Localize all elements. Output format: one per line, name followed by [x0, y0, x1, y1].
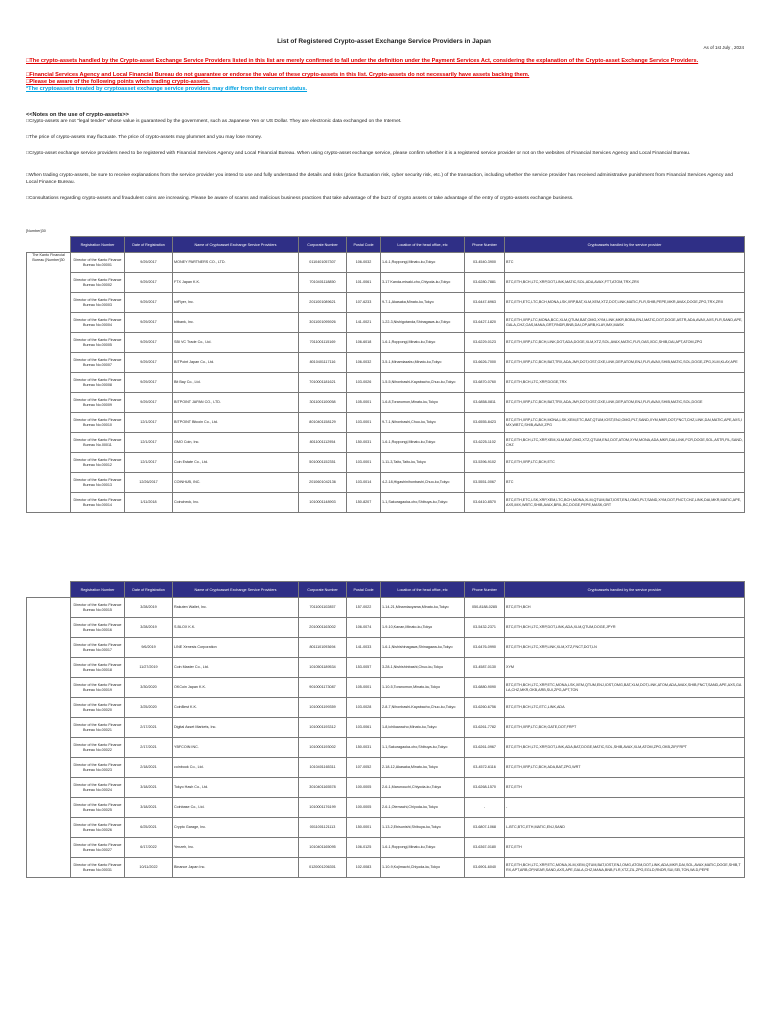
postal-code: 103-0028: [347, 698, 381, 718]
postal-code: 105-0001: [347, 678, 381, 698]
table-row: [27, 393, 745, 413]
registration-date: 9/29/2017: [125, 333, 173, 353]
corporate-number: 7011001115169: [299, 333, 347, 353]
registration-date: 12/1/2017: [125, 433, 173, 453]
registration-date: 9/29/2017: [125, 293, 173, 313]
head-office-location: 1-6-1,Roppongi,Minato-ku,Tokyo: [381, 333, 465, 353]
registration-number: Director of the Kanto Finance Bureau No.00003: [71, 293, 125, 313]
registration-date: 10/11/2022: [125, 858, 173, 878]
corporate-number: 1010401165311: [299, 758, 347, 778]
table-row: [27, 618, 745, 638]
corporate-number: 8011101093694: [299, 638, 347, 658]
postal-code: 103-0001: [347, 413, 381, 433]
registration-number: Director of the Kanto Finance Bureau No.00005: [71, 333, 125, 353]
handled-cryptoassets: BTC,ETH,BCH,LTC,XRP,ETC,MONA,LSK,XEM,QTUM,ENJ,IOST,OMG,BAT,XLM,DOT,LINK,ATOM,ADA,AVAX,SHIB,FNCT,SAND,APE,AXS,GALA,CHZ,MKR,OKB,ARB,SUI,ZPG,APT,TON: [505, 678, 745, 698]
handled-cryptoassets: BTC,ETH,BCH: [505, 598, 745, 618]
registration-date: 3/28/2019: [125, 598, 173, 618]
provider-name: MONEY PARTNERS CO., LTD.: [173, 253, 299, 273]
corporate-number: 2011001089621: [299, 293, 347, 313]
head-office-location: 2-6-1,Otemachi,Chiyoda-ku,Tokyo: [381, 798, 465, 818]
postal-code: 100-0005: [347, 778, 381, 798]
column-header: Corporate Number: [299, 582, 347, 598]
handled-cryptoassets: BTC,ETH,XRP,LTC,BCH,ETC: [505, 453, 745, 473]
head-office-location: 2-6-1,Marunouchi,Chiyoda-ku,Tokyo: [381, 778, 465, 798]
table-row: [27, 313, 745, 333]
registration-date: 9/29/2017: [125, 393, 173, 413]
provider-name: Coin Master Co., Ltd.: [173, 658, 299, 678]
phone-number: 03-6447-6963: [465, 293, 505, 313]
postal-code: 153-0057: [347, 658, 381, 678]
handled-cryptoassets: BTC,ETH,XRP,LTC,BCH,BAT,TRX,ADA,JMY,DOT,IOST,GXE,LINK,DEP,ATOM,ENJ,FLR,AVAX,SHIB,MATIC,SOL,DOGE,ZPG,XLM,KLAY,APE: [505, 353, 745, 373]
provider-name: BITPoint Japan Co., Ltd.: [173, 353, 299, 373]
handled-cryptoassets: BTC,ETH,BCH,LTC,XRP,LINK,XLM,XTZ,FNCT,DOT,LN: [505, 638, 745, 658]
handled-cryptoassets: BTC,ETH,ETC,LSK,XRP,XEM,LTC,BCH,MONA,XLM,QTUM,BAT,IOST,ENJ,OMG,PLT,SAND,XYM,DOT,FNCT,CHZ,LINK,DAI,MKR,MATIC,APE,AXS,IMX,WBTC,SHIB,AVAX,BRIL,BC,DOGE,PEPE,MASK,GRT: [505, 493, 745, 513]
phone-number: 03-4572-6116: [465, 758, 505, 778]
postal-code: 141-0033: [347, 638, 381, 658]
registration-number: Director of the Kanto Finance Bureau No.00024: [71, 778, 125, 798]
registration-date: 3/30/2020: [125, 678, 173, 698]
postal-code: 141-0021: [347, 313, 381, 333]
handled-cryptoassets: BTC: [505, 473, 745, 493]
table-row: [27, 373, 745, 393]
provider-name: Digital Asset Markets, Inc.: [173, 718, 299, 738]
table-row: [27, 493, 745, 513]
postal-code: 103-0014: [347, 473, 381, 493]
registration-date: 12/1/2017: [125, 453, 173, 473]
table-row: [27, 353, 745, 373]
handled-cryptoassets: -: [505, 798, 745, 818]
head-office-location: 9-7-1,Nihonbashi,Chuo-ku,Tokyo: [381, 413, 465, 433]
provider-name: SBI VC Trade Co., Ltd.: [173, 333, 299, 353]
column-header: Phone Number: [465, 237, 505, 253]
table-row: [27, 658, 745, 678]
phone-number: 03-6870-0760: [465, 373, 505, 393]
registration-number: Director of the Kanto Finance Bureau No.00025: [71, 798, 125, 818]
registration-date: 12/26/2017: [125, 473, 173, 493]
postal-code: 157-0022: [347, 598, 381, 618]
phone-number: 03-6225-1102: [465, 433, 505, 453]
handled-cryptoassets: L-BTC,BTC,ETH,MATIC,ENJ,SAND: [505, 818, 745, 838]
postal-code: 106-0032: [347, 353, 381, 373]
head-office-location: 1-8,Ichikawacho,Minato-ku,Tokyo: [381, 718, 465, 738]
registration-date: 3/28/2019: [125, 618, 173, 638]
postal-code: 150-0001: [347, 818, 381, 838]
disclaimer-2: □Financial Services Agency and Local Financial Bureau do not guarantee or endorse the value of these crypto-assets in this list. Crypto-assets do not necessarily have assets backing them.: [26, 72, 530, 78]
phone-number: 03-6807-1068: [465, 818, 505, 838]
column-header: Registration Number: [71, 237, 125, 253]
table-row: [27, 698, 745, 718]
registration-number: Director of the Kanto Finance Bureau No.00013: [71, 473, 125, 493]
column-header: Cryptoassets handled by the service provider: [505, 237, 745, 253]
corporate-number: 7011001102857: [299, 598, 347, 618]
registration-number: Director of the Kanto Finance Bureau No.00027: [71, 838, 125, 858]
phone-number: -: [465, 798, 505, 818]
phone-number: 03-6261-0967: [465, 738, 505, 758]
registration-number: Director of the Kanto Finance Bureau No.00007: [71, 353, 125, 373]
phone-number: 03-6901-6040: [465, 858, 505, 878]
postal-code: 103-0001: [347, 453, 381, 473]
corporate-number: 0110401057307: [299, 253, 347, 273]
handled-cryptoassets: BTC,ETH,XRP,LTC,BCH,LINK,DOT,ADA,DOGE,XLM,XTZ,SOL,AVAX,MATIC,FLR,OAS,XDC,SHIB,DAI,APT,ATOM,ZPG: [505, 333, 745, 353]
column-header: Postal Code: [347, 237, 381, 253]
head-office-location: 9-7-1,Akasaka,Minato-ku,Tokyo: [381, 293, 465, 313]
corporate-number: 3010401165578: [299, 778, 347, 798]
head-office-location: 1-9-10,Kanan,Minato-ku,Tokyo: [381, 618, 465, 638]
head-office-location: 1-6-1,Roppongi,Minato-ku,Tokyo: [381, 838, 465, 858]
phone-number: 03-6626-7000: [465, 353, 505, 373]
column-header: Name of Cryptoasset Exchange Service Providers: [173, 237, 299, 253]
table-row: [27, 838, 745, 858]
table-header-row: [27, 582, 745, 598]
column-header: Cryptoassets handled by the service provider: [505, 582, 745, 598]
registration-date: 3/18/2021: [125, 778, 173, 798]
table-row: [27, 413, 745, 433]
postal-code: 103-0026: [347, 373, 381, 393]
registration-date: 2/18/2021: [125, 758, 173, 778]
note-4: □When trading crypto-assets, be sure to receive explanations from the service provider you intend to use and fully understand the details and risks (price fluctuation risk, cyber security risk, etc.) of the transaction, including whether the service provider has received administrative punishment from Financial Services Agency and Local Finance Bureau.: [26, 173, 734, 185]
table-row: [27, 678, 745, 698]
as-of-date: As of 1st July , 2024: [703, 45, 744, 50]
head-office-location: 3-17 Kanda-misaki-cho,Chiyoda-ku,Tokyo: [381, 273, 465, 293]
table-row: [27, 253, 745, 273]
postal-code: 150-8207: [347, 493, 381, 513]
corporate-number: 1010401165095: [299, 838, 347, 858]
registration-date: 9/29/2017: [125, 313, 173, 333]
phone-number: 03-6858-0811: [465, 393, 505, 413]
table-row: [27, 758, 745, 778]
number-label: [Number]30: [26, 229, 46, 233]
postal-code: 107-6233: [347, 293, 381, 313]
phone-number: 03-4540-3900: [465, 253, 505, 273]
registration-number: Director of the Kanto Finance Bureau No.00019: [71, 678, 125, 698]
provider-name: BITPOINT JAPAN CO., LTD.: [173, 393, 299, 413]
provider-name: OKCoin Japan K.K.: [173, 678, 299, 698]
provider-name: FTX Japan K.K.: [173, 273, 299, 293]
handled-cryptoassets: BTC,ETH,XRP,LTC,BCH,MONA,LSK,XEM,ETC,BAT,QTUM,IOST,ENJ,OMG,PLT,SAND,XYM,MKR,DOT,FNCT,CHZ,LINK,DAI,MATIC,APE,AXS,IMX,WBTC,SHIB,AVAX,ZPG: [505, 413, 745, 433]
head-office-location: 2-18-12,Akasaka,Minato-ku,Tokyo: [381, 758, 465, 778]
column-header: Date of Registration: [125, 237, 173, 253]
handled-cryptoassets: BTC,ETH: [505, 778, 745, 798]
corporate-number: 1010001193002: [299, 738, 347, 758]
registration-number: Director of the Kanto Finance Bureau No.00011: [71, 433, 125, 453]
column-header: [27, 237, 71, 253]
phone-number: 03-5396-9102: [465, 453, 505, 473]
registration-number: Director of the Kanto Finance Bureau No.00022: [71, 738, 125, 758]
postal-code: 103-0061: [347, 718, 381, 738]
phone-number: 050-8188-0285: [465, 598, 505, 618]
handled-cryptoassets: BTC,ETH,XRP,LTC,MONA,BCC,XLM,QTUM,BAT,OMG,XYM,LINK,MKR,BOBA,ENJ,MATIC,DOT,DOGE,ASTR,ADA,AVAX,AXS,FLR,SAND,APE,GALA,CHZ,OAS,MANA,GRT,RNDR,BNB,DAI,OP,ARB,KLAY,IMX,MASK: [505, 313, 745, 333]
provider-name: Coincheck, Inc.: [173, 493, 299, 513]
table-row: [27, 598, 745, 618]
postal-code: 106-0125: [347, 838, 381, 858]
provider-name: Crypto Garage, Inc.: [173, 818, 299, 838]
registration-date: 3/18/2021: [125, 798, 173, 818]
handled-cryptoassets: XYM: [505, 658, 745, 678]
table-row: [27, 718, 745, 738]
head-office-location: 4-2-18,Higashinihonbashi,Chuo-ku,Tokyo: [381, 473, 465, 493]
phone-number: 03-5551-0067: [465, 473, 505, 493]
registration-number: Director of the Kanto Finance Bureau No.00010: [71, 413, 125, 433]
registration-date: 11/27/2019: [125, 658, 173, 678]
corporate-number: 3011001095926: [299, 313, 347, 333]
corporate-number: 1010001199359: [299, 698, 347, 718]
handled-cryptoassets: BTC,ETH,BCH,LTC,XRP,DOT,LINK,MATIC,SOL,ADA,AVAX,FTT,ATOM,TRX,ZRX: [505, 273, 745, 293]
disclaimer-3: □Please be aware of the following points when trading crypto-assets.: [26, 79, 210, 85]
phone-number: 03-6880-9090: [465, 678, 505, 698]
postal-code: 105-0001: [347, 393, 381, 413]
phone-number: 03-6280-7881: [465, 273, 505, 293]
provider-name: S.BLOX K.K.: [173, 618, 299, 638]
column-header: Corporate Number: [299, 237, 347, 253]
postal-code: 150-0031: [347, 738, 381, 758]
corporate-number: 8011001112954: [299, 433, 347, 453]
corporate-number: 1010001193312: [299, 718, 347, 738]
phone-number: 03-6229-0123: [465, 333, 505, 353]
note-1: □Crypto-assets are not "legal tender" whose value is guaranteed by the government, such as Japanese Yen or US Dollar. They are electronic data exchanged on the Internet.: [26, 119, 402, 124]
registration-number: Director of the Kanto Finance Bureau No.00001: [71, 253, 125, 273]
head-office-location: 1-11-3,Taito,Taito-ku,Tokyo: [381, 453, 465, 473]
table-row: [27, 638, 745, 658]
registration-date: 6/17/2022: [125, 838, 173, 858]
handled-cryptoassets: BTC,ETH,BCH,LTC,XRP,DOGE,TRX: [505, 373, 745, 393]
corporate-number: 3011001100058: [299, 393, 347, 413]
corporate-number: 2010001163002: [299, 618, 347, 638]
head-office-location: 1-6-1,Roppongi,Minato-ku,Tokyo: [381, 433, 465, 453]
head-office-location: 1-13-2,Ebisunishi,Shibuya-ku,Tokyo: [381, 818, 465, 838]
head-office-location: 1-1,Sakuragaoka-cho,Shibuya-ku,Tokyo: [381, 738, 465, 758]
head-office-location: 1-10-9,Kojimachi,Chiyoda-ku,Tokyo: [381, 858, 465, 878]
provider-name: BITPOINT Bitcoin Co., Ltd.: [173, 413, 299, 433]
provider-name: CoinBest K.K.: [173, 698, 299, 718]
postal-code: 106-0032: [347, 253, 381, 273]
note-3: □Crypto-asset exchange service providers need to be registered with Financial Services Agency and Local Financial Bureau. When using crypto-asset exchange service, please confirm whether it is a registered service provider or not on the websites of Financial Services Agency and Local Financial Bureau.: [26, 151, 691, 156]
postal-code: 102-0083: [347, 858, 381, 878]
handled-cryptoassets: BTC: [505, 253, 745, 273]
head-office-location: 1-1,Sakuragaoka-cho,Shibuya-ku,Tokyo: [381, 493, 465, 513]
phone-number: 03-6410-8570: [465, 493, 505, 513]
registration-date: 9/6/2019: [125, 638, 173, 658]
postal-code: 150-0031: [347, 433, 381, 453]
column-header: Registration Number: [71, 582, 125, 598]
handled-cryptoassets: BTC,ETH,BCH,LTC,XRP,ETC,MONA,XLM,XEM,QTUM,BAT,IOST,ENJ,OMG,ATOM,DOT,LINK,ADA,MKR,DAI,SOL,AVAX,MATIC,DOGE,SHIB,TRX,APT,ARB,OP,NEAR,SAND,AXS,APE,GALA,CHZ,MANA,BNB,FLR,XTZ,ZIL,ZPG,EGLD,RNDR,SUI,SEI,TON,WLD,PEPE: [505, 858, 745, 878]
document-title: List of Registered Crypto-asset Exchange Service Providers in Japan: [277, 38, 491, 45]
registration-date: 2/17/2021: [125, 718, 173, 738]
head-office-location: 2-8-7,Nihonbashi-Kayabacho,Chuo-ku,Tokyo: [381, 698, 465, 718]
table-row: [27, 433, 745, 453]
column-header: Name of Cryptoasset Exchange Service Providers: [173, 582, 299, 598]
registration-number: Director of the Kanto Finance Bureau No.00012: [71, 453, 125, 473]
corporate-number: 2010601042136: [299, 473, 347, 493]
registration-number: Director of the Kanto Finance Bureau No.00018: [71, 658, 125, 678]
table-row: [27, 798, 745, 818]
registration-number: Director of the Kanto Finance Bureau No.00023: [71, 758, 125, 778]
registration-number: Director of the Kanto Finance Bureau No.00008: [71, 373, 125, 393]
table-row: [27, 858, 745, 878]
corporate-number: 9010001173087: [299, 678, 347, 698]
column-header: Location of the head office, etc: [381, 582, 465, 598]
registration-date: 9/29/2017: [125, 273, 173, 293]
corporate-number: 1010001176199: [299, 798, 347, 818]
corporate-number: 0011001121113: [299, 818, 347, 838]
registration-date: 1/11/2018: [125, 493, 173, 513]
provider-name: Binance Japan Inc.: [173, 858, 299, 878]
column-header: Date of Registration: [125, 582, 173, 598]
registration-number: Director of the Kanto Finance Bureau No.00017: [71, 638, 125, 658]
provider-name: bitbank, Inc.: [173, 313, 299, 333]
table-row: [27, 293, 745, 313]
registration-date: 3/25/2020: [125, 698, 173, 718]
table-row: [27, 818, 745, 838]
head-office-location: 1-5-5,Nihonbashi-Kayabacho,Chuo-ku,Tokyo: [381, 373, 465, 393]
note-5: □Consultations regarding crypto-assets and fraudulent coins are increasing. Please be aware of scams and malicious business practices that take advantage of the buzz of crypto assets or take advantage of the entry of crypto-assets exchange business.: [26, 196, 574, 201]
column-header: Location of the head office, etc: [381, 237, 465, 253]
column-header: Phone Number: [465, 582, 505, 598]
registration-number: Director of the Kanto Finance Bureau No.00020: [71, 698, 125, 718]
column-header: Postal Code: [347, 582, 381, 598]
registration-date: 12/1/2017: [125, 413, 173, 433]
phone-number: 03-6260-6756: [465, 698, 505, 718]
registration-number: Director of the Kanto Finance Bureau No.00021: [71, 718, 125, 738]
postal-code: 100-0005: [347, 798, 381, 818]
registration-number: Director of the Kanto Finance Bureau No.00004: [71, 313, 125, 333]
table-row: [27, 453, 745, 473]
registration-date: 9/29/2017: [125, 373, 173, 393]
corporate-number: 7010401118850: [299, 273, 347, 293]
registration-number: Director of the Kanto Finance Bureau No.00026: [71, 818, 125, 838]
registration-number: Director of the Kanto Finance Bureau No.00014: [71, 493, 125, 513]
column-header: [27, 582, 71, 598]
phone-number: 03-6555-8423: [465, 413, 505, 433]
registration-number: Director of the Kanto Finance Bureau No.00015: [71, 598, 125, 618]
head-office-location: 1-6-8,Toranomon,Minato-ku,Tokyo: [381, 393, 465, 413]
providers-table-2: [26, 581, 745, 878]
corporate-number: 8010401158129: [299, 413, 347, 433]
provider-name: Bit Bay Co., Ltd.: [173, 373, 299, 393]
provider-name: Yenzeh, Inc.: [173, 838, 299, 858]
head-office-location: 3-28-1,Nishishinbashi,Chuo-ku,Tokyo: [381, 658, 465, 678]
phone-number: 03-6367-0180: [465, 838, 505, 858]
handled-cryptoassets: BTC,ETH,XRP,LTC,BCH,ADA,BAT,ZPG,WRT: [505, 758, 745, 778]
provider-name: Rakuten Wallet, Inc.: [173, 598, 299, 618]
registration-number: Director of the Kanto Finance Bureau No.00031: [71, 858, 125, 878]
provider-name: COINHUB, INC.: [173, 473, 299, 493]
provider-name: coinbook Co., Ltd.: [173, 758, 299, 778]
registration-number: Director of the Kanto Finance Bureau No.00002: [71, 273, 125, 293]
bureau-group-cell: The Kanto Financial Bureau [Number]30: [27, 253, 71, 513]
registration-date: 9/29/2017: [125, 253, 173, 273]
table-row: [27, 778, 745, 798]
phone-number: 03-6427-1820: [465, 313, 505, 333]
registration-date: 2/17/2021: [125, 738, 173, 758]
corporate-number: 7010001181621: [299, 373, 347, 393]
phone-number: 03-6476-0990: [465, 638, 505, 658]
table-header-row: [27, 237, 745, 253]
providers-table-1: [26, 236, 745, 513]
handled-cryptoassets: BTC,ETH,XRP,LTC,BCH,GATE,DOT,FRPT: [505, 718, 745, 738]
postal-code: 101-0061: [347, 273, 381, 293]
table-row: [27, 473, 745, 493]
handled-cryptoassets: BTC,ETH,BCH,LTC,XRP,DOT,LINK,ADA,XLM,QTUM,DOGE,JPYR: [505, 618, 745, 638]
corporate-number: 5010001152351: [299, 453, 347, 473]
handled-cryptoassets: BTC,ETH,BCH,LTC,XRP,XEM,XLM,BAT,OMG,XTZ,QTUM,ENJ,DOT,ATOM,XYM,MONA,ADA,MKR,DAI,LINK,FCR,DOGE,SOL,ASTR,FIL,SAND,CHZ: [505, 433, 745, 453]
registration-number: Director of the Kanto Finance Bureau No.00009: [71, 393, 125, 413]
provider-name: bitFlyer, Inc.: [173, 293, 299, 313]
provider-name: Tokyo Hash Co., Ltd.: [173, 778, 299, 798]
registration-date: 6/25/2021: [125, 818, 173, 838]
disclaimer-1: □The crypto-assets handled by the Crypto-asset Exchange Service Providers listed in this list are merely confirmed to fall under the definition under the Payment Services Act, considering the explanation of the Crypto-asset Exchange Service Providers.: [26, 58, 699, 64]
registration-date: 9/29/2017: [125, 353, 173, 373]
provider-name: YBFCOIN INC.: [173, 738, 299, 758]
postal-code: 106-0074: [347, 618, 381, 638]
disclaimer-4: *The cryptoassets treated by cryptoasset exchange service providers may differ from their current status.: [26, 86, 308, 92]
note-2: □The price of crypto-assets may fluctuate. The price of crypto-assets may plummet and you may lose money.: [26, 135, 262, 140]
phone-number: 03-6261-7782: [465, 718, 505, 738]
table-row: [27, 738, 745, 758]
handled-cryptoassets: BTC,ETH,XRP,LTC,BCH,BAT,TRX,ADA,JMY,DOT,IOST,GXE,LINK,DEP,ATOM,ENJ,FLR,AVAX,SHIB,MATIC,SOL,DOGE: [505, 393, 745, 413]
provider-name: LINE Xenesis Corporation: [173, 638, 299, 658]
postal-code: 106-6018: [347, 333, 381, 353]
corporate-number: 1010501189534: [299, 658, 347, 678]
head-office-location: 3-5-1,Minamiazabu,Minato-ku,Tokyo: [381, 353, 465, 373]
head-office-location: 1-6-1,Nishishinagawa,Shinagawa-ku,Tokyo: [381, 638, 465, 658]
corporate-number: 8010401117116: [299, 353, 347, 373]
corporate-number: 1010001148903: [299, 493, 347, 513]
phone-number: 03-5432-2371: [465, 618, 505, 638]
handled-cryptoassets: BTC,ETH,BCH,LTC,ETC,LINK,ADA: [505, 698, 745, 718]
handled-cryptoassets: BTC,ETH: [505, 838, 745, 858]
handled-cryptoassets: BTC,ETH,ETC,LTC,BCH,MONA,LSK,XRP,BAT,XLM,XEM,XTZ,DOT,LINK,MATIC,FLR,SHIB,PEPE,MKR,AVAX,DOGE,ZPG,TRX,ZRX: [505, 293, 745, 313]
corporate-number: 0120001206301: [299, 858, 347, 878]
bureau-group-cell: [27, 598, 71, 878]
registration-number: Director of the Kanto Finance Bureau No.00016: [71, 618, 125, 638]
table-row: [27, 273, 745, 293]
notes-title: <<Notes on the use of crypto-assets>>: [26, 112, 129, 118]
postal-code: 107-0052: [347, 758, 381, 778]
phone-number: 03-6268-1570: [465, 778, 505, 798]
table-row: [27, 333, 745, 353]
head-office-location: 1-10-5,Toranomon,Minato-ku,Tokyo: [381, 678, 465, 698]
head-office-location: 1-6-1,Roppongi,Minato-ku,Tokyo: [381, 253, 465, 273]
handled-cryptoassets: BTC,ETH,BCH,LTC,XRP,DOT,LINK,ADA,BAT,DOGE,MATIC,SOL,SHIB,AVAX,XLM,ATOM,ZPG,OKB,ZIP,FRPT: [505, 738, 745, 758]
head-office-location: 1-22-3,Nishigotanda,Shinagawa-ku,Tokyo: [381, 313, 465, 333]
phone-number: 03-4587-0130: [465, 658, 505, 678]
provider-name: Coinbase Co., Ltd.: [173, 798, 299, 818]
head-office-location: 1-14-21,Minamiaoyama,Minato-ku,Tokyo: [381, 598, 465, 618]
provider-name: Coin Estate Co., Ltd.: [173, 453, 299, 473]
provider-name: GMO Coin, Inc.: [173, 433, 299, 453]
